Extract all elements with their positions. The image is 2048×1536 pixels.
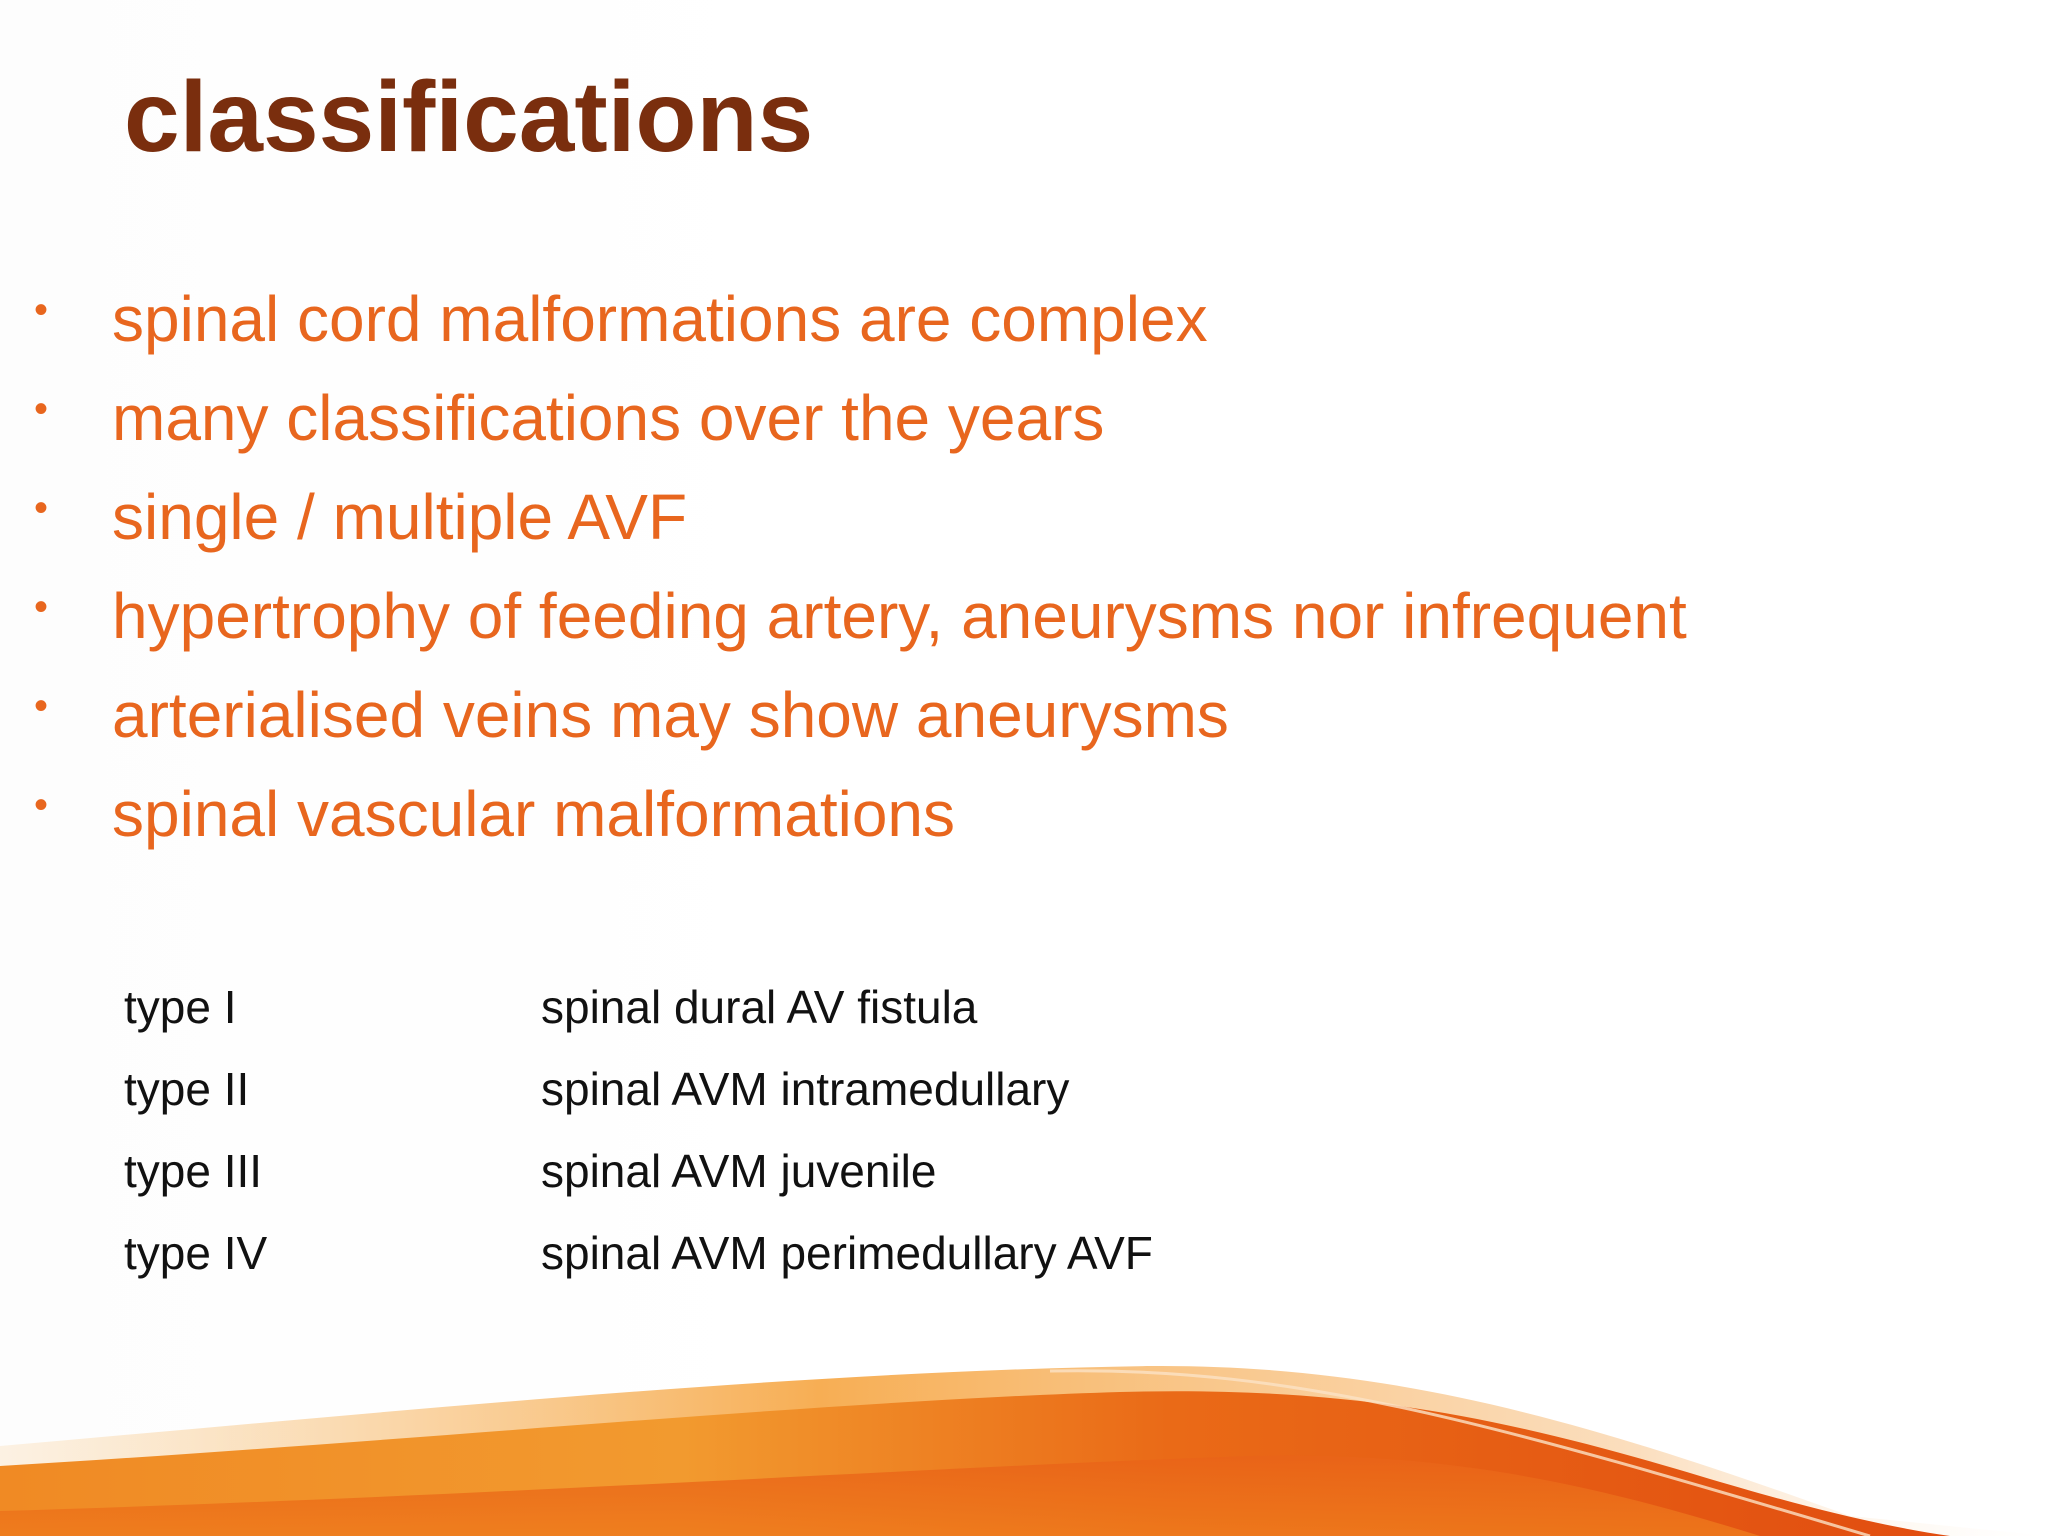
decorative-orange-wave xyxy=(0,1316,2048,1536)
bullet-dot: • xyxy=(34,585,49,629)
bullet-text: many classifications over the years xyxy=(112,382,1105,454)
bullet-text: spinal cord malformations are complex xyxy=(112,283,1208,355)
type-label: type I xyxy=(124,981,237,1033)
type-row xyxy=(124,1212,1324,1294)
type-label: type IV xyxy=(124,1227,268,1279)
bullet-item xyxy=(0,369,1950,468)
bullet-dot: • xyxy=(34,684,49,728)
bullet-item xyxy=(0,567,1950,666)
type-label: type II xyxy=(124,1063,250,1115)
type-row xyxy=(124,966,1324,1048)
bullet-text: arterialised veins may show aneurysms xyxy=(112,679,1229,751)
bullet-text: single / multiple AVF xyxy=(112,481,688,553)
bullet-dot: • xyxy=(34,486,49,530)
bullet-text: hypertrophy of feeding artery, aneurysms nor infrequent xyxy=(112,580,1687,652)
slide-title: classifications xyxy=(124,61,814,173)
bullet-dot: • xyxy=(34,288,49,332)
type-row xyxy=(124,1048,1324,1130)
bullet-dot: • xyxy=(34,387,49,431)
bullet-item xyxy=(0,468,1950,567)
type-row xyxy=(124,1130,1324,1212)
bullet-list xyxy=(0,270,1950,864)
type-classification-table xyxy=(124,966,1324,1294)
bullet-item xyxy=(0,765,1950,864)
bullet-item xyxy=(0,666,1950,765)
bullet-text: spinal vascular malformations xyxy=(112,778,955,850)
bullet-item xyxy=(0,270,1950,369)
bullet-dot: • xyxy=(34,783,49,827)
type-description: spinal dural AV fistula xyxy=(541,981,978,1033)
type-description: spinal AVM perimedullary AVF xyxy=(541,1227,1153,1279)
type-label: type III xyxy=(124,1145,263,1197)
type-description: spinal AVM juvenile xyxy=(541,1145,937,1197)
type-description: spinal AVM intramedullary xyxy=(541,1063,1070,1115)
